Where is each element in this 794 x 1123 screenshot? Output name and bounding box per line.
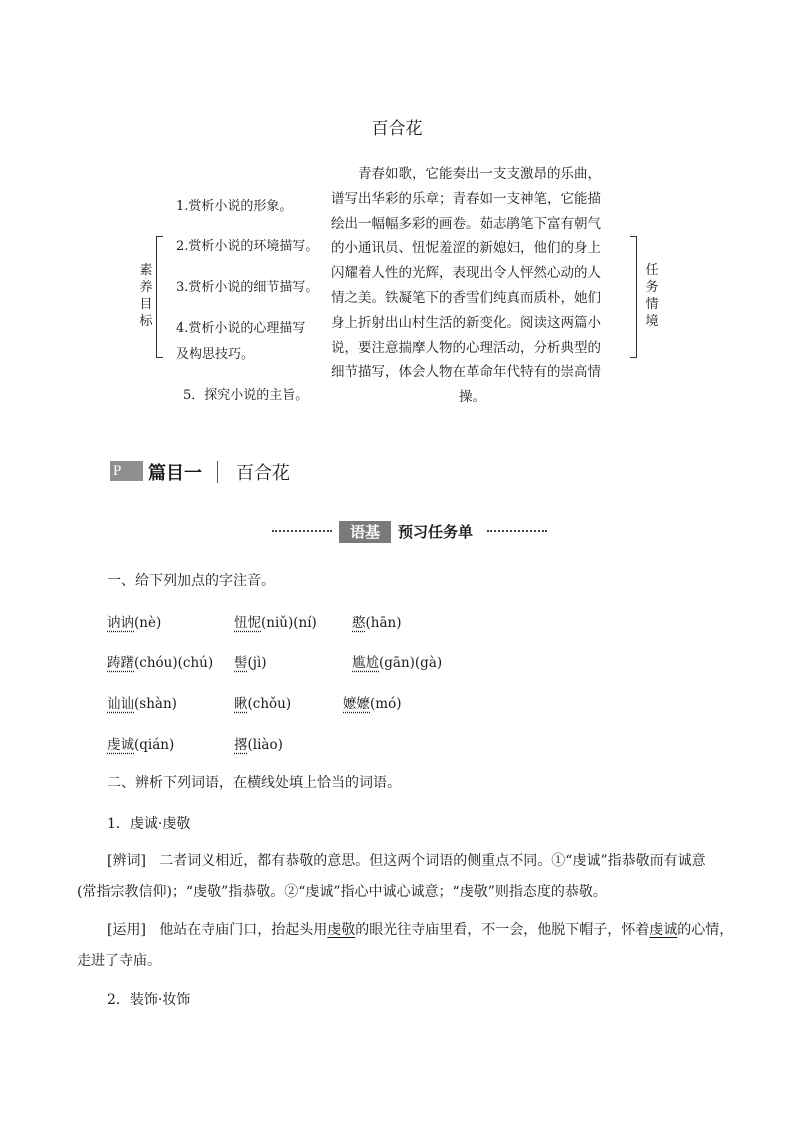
banner-label-box: 语基 xyxy=(339,521,391,543)
section-divider xyxy=(217,461,218,483)
banner-dots-left xyxy=(272,530,332,532)
banner-dots-right xyxy=(487,530,547,532)
bianxi-line: [辨词] 二者词义相近，都有恭敬的意思。但这两个词语的侧重点不同。①“虔诚”指恭敬而有诚意 xyxy=(107,853,706,869)
objective-item: 5．探究小说的主旨。 xyxy=(183,388,309,403)
objectives-label xyxy=(138,262,154,330)
q2-item1-title: 1．虔诚·虔敬 xyxy=(107,816,191,832)
objective-item: 及构思技巧。 xyxy=(176,347,255,362)
task-label-char: 务 xyxy=(645,280,659,295)
objectives-label-char: 养 xyxy=(139,280,153,295)
task-label xyxy=(644,262,660,330)
yunyong-line: 走进了寺庙。 xyxy=(77,953,161,969)
task-label-char: 情 xyxy=(645,297,659,312)
objective-item: 3.赏析小说的细节描写。 xyxy=(176,280,319,295)
task-line: 细节描写，体会人物在革命年代特有的崇高情 xyxy=(331,364,601,381)
q1-heading: 一、给下列加点的字注音。 xyxy=(107,573,275,589)
q1-entry: 踌躇(chóu)(chú) xyxy=(107,655,214,671)
objectives-label-char: 素 xyxy=(139,263,153,278)
q1-entry: 撂(liào) xyxy=(234,737,283,753)
q1-entry: 讷讷(nè) xyxy=(107,615,162,631)
task-line: 身上折射出山村生活的新变化。阅读这两篇小 xyxy=(331,314,601,331)
task-line: 说，要注意揣摩人物的心理活动，分析典型的 xyxy=(331,339,601,356)
task-line: 的小通讯员、忸怩羞涩的新媳妇，他们的身上 xyxy=(331,240,601,257)
task-paragraph xyxy=(331,162,614,410)
objectives-brace xyxy=(156,236,163,358)
q2-item1-yunyong xyxy=(77,915,734,977)
task-line: 情之美。铁凝笔下的香雪们纯真而质朴，她们 xyxy=(331,289,601,306)
yunyong-line: [运用] 他站在寺庙门口，抬起头用虔敬的眼光往寺庙里看，不一会，他脱下帽子，怀着虔诚的心情， xyxy=(107,922,734,938)
answer-blank: 虔敬 xyxy=(327,922,356,938)
section-heading: 篇目一 xyxy=(148,463,202,484)
task-line: 操。 xyxy=(459,389,486,406)
q1-entry: 嬷嬷(mó) xyxy=(343,696,402,712)
q1-entry: 瞅(chǒu) xyxy=(234,696,292,712)
task-label-char: 境 xyxy=(645,314,659,329)
q1-entry: 虔诚(qián) xyxy=(107,737,175,753)
task-label-char: 任 xyxy=(645,263,659,278)
section-subtitle: 百合花 xyxy=(236,463,290,484)
objectives-label-char: 目 xyxy=(139,297,153,312)
task-brace xyxy=(630,236,637,358)
q2-heading: 二、辨析下列词语，在横线处填上恰当的词语。 xyxy=(107,775,401,791)
bianxi-tag: [辨词] xyxy=(107,853,146,869)
q1-entry: 讪讪(shàn) xyxy=(107,696,177,712)
yunyong-tag: [运用] xyxy=(107,922,146,938)
answer-blank: 虔诚 xyxy=(649,922,678,938)
bianxi-line: (常指宗教信仰)；“虔敬”指恭敬。②“虔诚”指心中诚心诚意；“虔敬”则指态度的恭敬。 xyxy=(77,884,607,900)
banner-title: 预习任务单 xyxy=(398,523,474,541)
objective-item: 1.赏析小说的形象。 xyxy=(176,199,293,214)
q1-entry: 忸怩(niǔ)(ní) xyxy=(234,615,317,631)
q1-entry: 髻(jì) xyxy=(234,655,267,671)
task-line: 青春如歌，它能奏出一支支激昂的乐曲， xyxy=(358,166,601,182)
q1-entry: 憨(hān) xyxy=(352,615,402,631)
objective-item: 4.赏析小说的心理描写 xyxy=(176,321,306,336)
task-line: 谱写出华彩的乐章；青春如一支神笔，它能描 xyxy=(331,190,601,207)
objective-item: 2.赏析小说的环境描写。 xyxy=(176,239,319,254)
q1-entry: 尴尬(gān)(gà) xyxy=(352,655,443,671)
page-title: 百合花 xyxy=(371,119,423,139)
q2-item1-bianxi xyxy=(77,846,719,908)
q2-item2-title: 2．装饰·妆饰 xyxy=(107,992,191,1008)
task-line: 闪耀着人性的光辉，表现出令人怦然心动的人 xyxy=(331,265,601,282)
objectives-label-char: 标 xyxy=(139,314,153,329)
section-badge: P xyxy=(110,461,143,481)
task-line: 绘出一幅幅多彩的画卷。茹志鹃笔下富有朝气 xyxy=(331,215,601,232)
